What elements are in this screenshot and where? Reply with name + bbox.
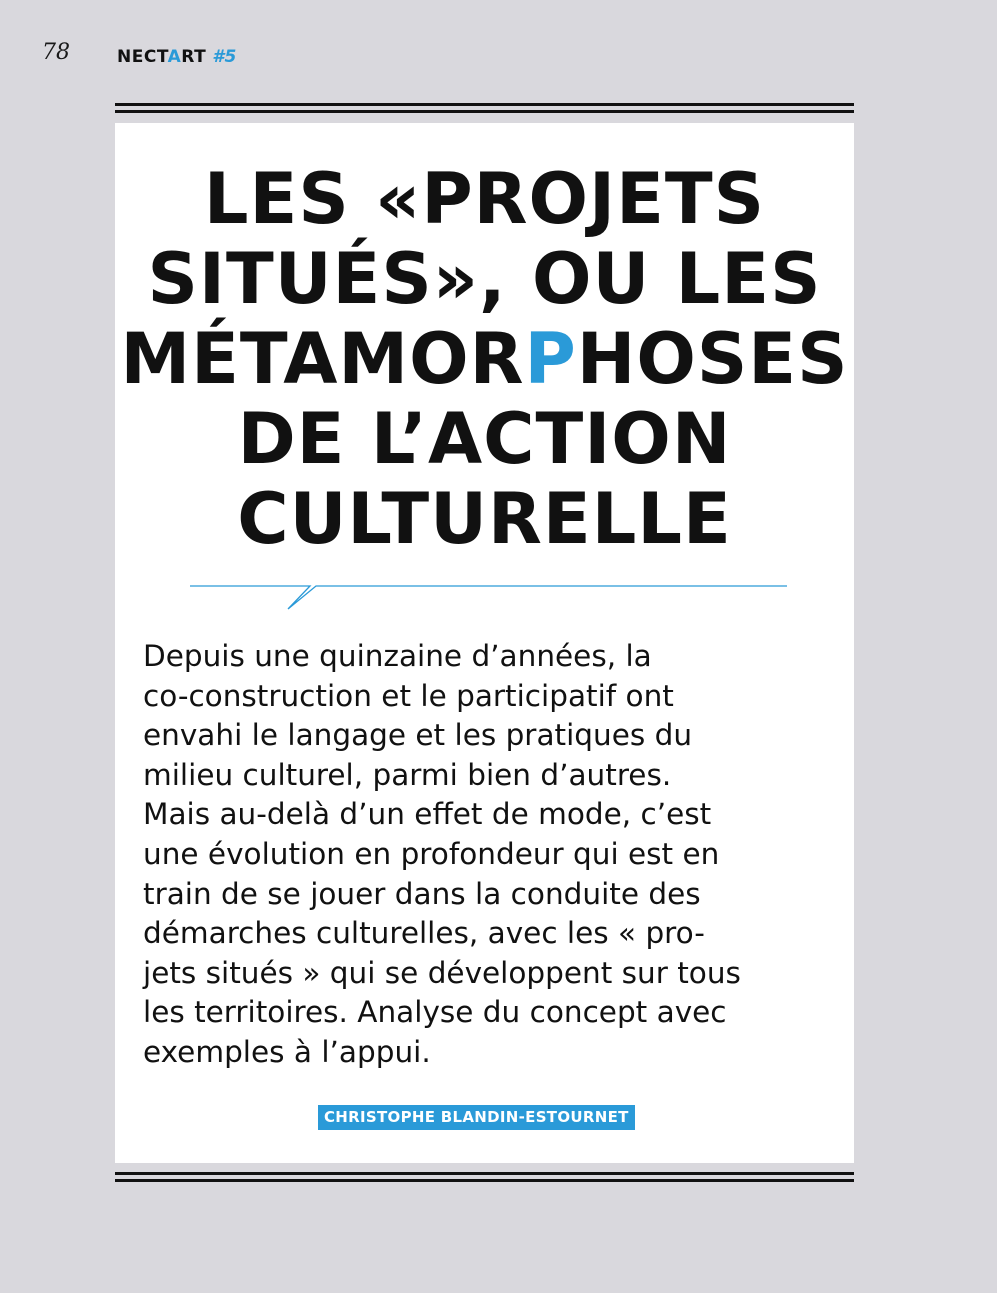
title-accent-letter: P	[524, 318, 577, 400]
masthead-part2: RT	[181, 47, 207, 67]
title-line-3	[120, 318, 848, 400]
top-rule-1	[115, 103, 854, 106]
intro-line: Depuis une quinzaine d’années, la	[143, 639, 652, 673]
title-line-4: DE L’ACTION	[237, 398, 732, 480]
title-line-3-part2: HOSES	[576, 318, 849, 400]
article-card	[115, 123, 854, 1163]
title-line-3-part1: MÉTAMOR	[120, 318, 525, 400]
masthead-part1: NECT	[117, 47, 168, 67]
intro-line: train de se jouer dans la conduite des	[143, 876, 701, 911]
intro-line: envahi le langage et les pratiques du	[143, 718, 693, 753]
intro-line: jets situés » qui se développent sur tous	[143, 955, 741, 990]
intro-line: Mais au-delà d’un effet de mode, c’est	[143, 797, 712, 832]
intro-line: les territoires. Analyse du concept avec	[143, 995, 727, 1030]
issue-number: #5	[212, 47, 237, 67]
bottom-rule-1	[115, 1172, 854, 1175]
intro-line: une évolution en profondeur qui est en	[143, 836, 720, 871]
article-intro	[143, 637, 833, 1073]
magazine-masthead	[117, 47, 237, 67]
title-line-2: SITUÉS», OU LES	[147, 238, 822, 320]
article-title	[115, 159, 854, 559]
title-line-1: LES «PROJETS	[203, 158, 766, 240]
intro-line: milieu culturel, parmi bien d’autres.	[143, 757, 672, 792]
bottom-rule-2	[115, 1179, 854, 1182]
speech-bubble-divider-icon	[190, 581, 790, 615]
top-rule-2	[115, 110, 854, 113]
masthead-accent-letter: A	[167, 47, 182, 67]
author-badge: CHRISTOPHE BLANDIN-ESTOURNET	[318, 1105, 635, 1130]
title-line-5: CULTURELLE	[237, 478, 732, 560]
intro-line: démarches culturelles, avec les « pro-	[143, 916, 705, 951]
intro-line: exemples à l’appui.	[143, 1034, 431, 1069]
page-number: 78	[42, 40, 70, 65]
intro-line: co-construction et le participatif ont	[143, 678, 674, 713]
